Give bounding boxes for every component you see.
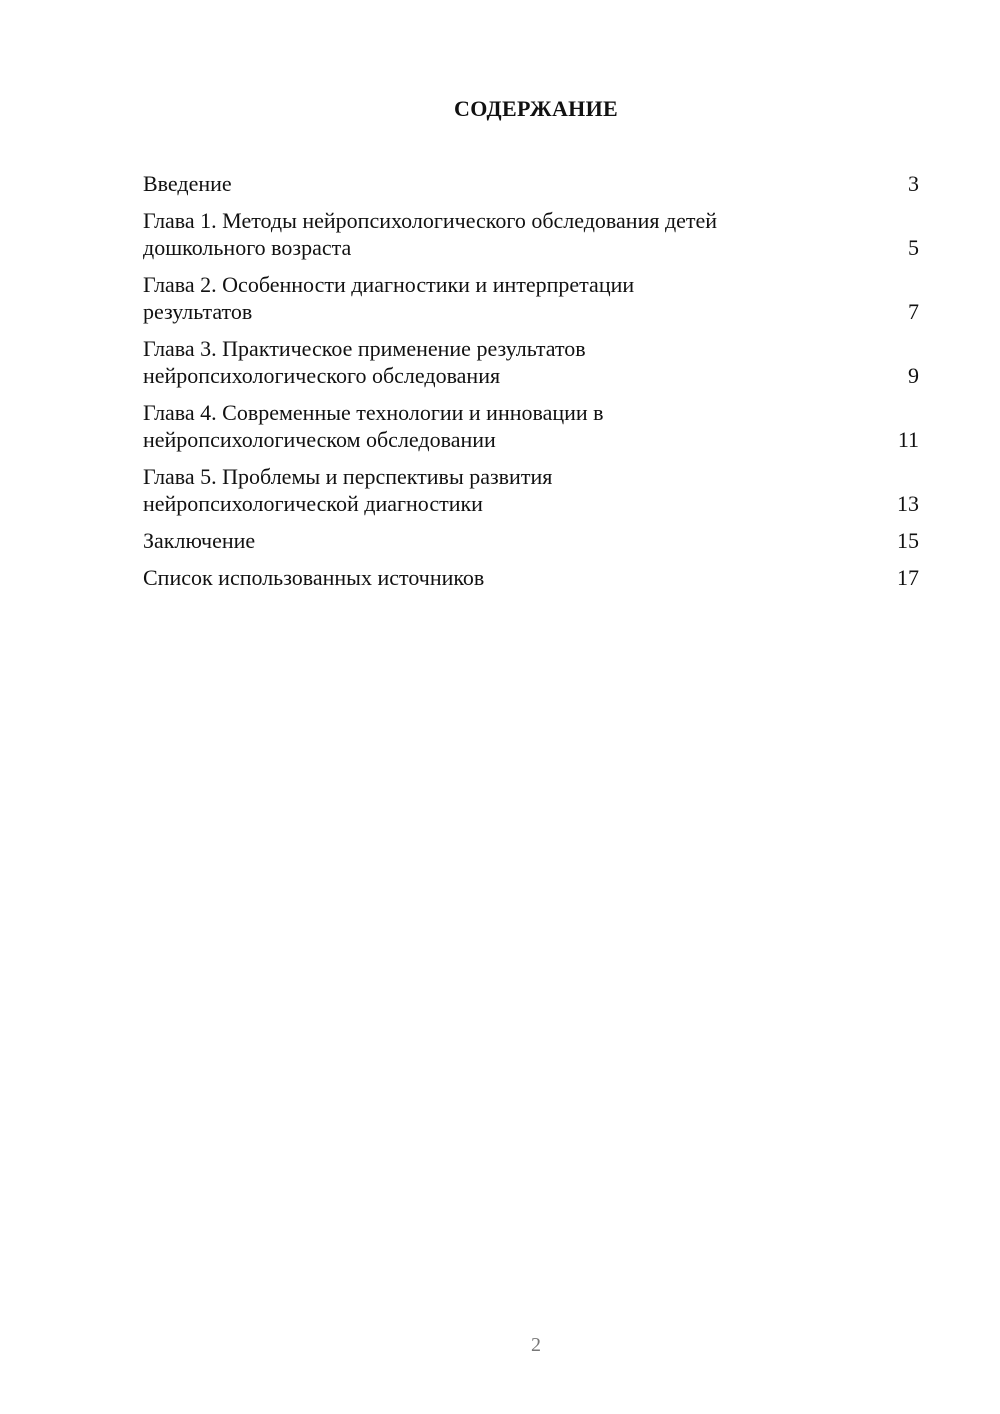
toc-entry-text: Заключение [143,528,256,553]
toc-entry-chapter-3 [143,335,919,389]
page-number: 2 [531,1334,541,1356]
toc-entry-chapter-4 [143,399,919,453]
toc-entry-text: Глава 4. Современные технологии и инновации в нейропсихологическом обследовании [143,400,604,452]
toc-entry-page: 17 [897,565,919,590]
toc-entry-text: Введение [143,171,232,196]
toc-entry-text: Глава 5. Проблемы и перспективы развития нейропсихологической диагностики [143,464,553,516]
toc-entry-introduction [143,170,919,197]
toc-entry-page: 9 [908,363,919,388]
toc-entry-references [143,564,919,591]
toc-title: СОДЕРЖАНИЕ [454,96,618,121]
toc-entry-chapter-2 [143,271,919,325]
toc-entry-page: 5 [908,235,919,260]
toc-entry-page: 3 [908,171,919,196]
toc-entry-page: 11 [897,427,919,452]
toc-entry-text: Глава 1. Методы нейропсихологического обследования детей дошкольного возраста [143,208,718,260]
toc-entry-chapter-5 [143,463,919,517]
toc-entry-page: 15 [897,528,919,553]
toc-entry-text: Список использованных источников [143,565,485,590]
toc-entry-page: 13 [897,491,919,516]
table-of-contents [143,170,919,601]
toc-entry-conclusion [143,527,919,554]
toc-entry-chapter-1 [143,207,919,261]
toc-entry-text: Глава 2. Особенности диагностики и интерпретации результатов [143,272,635,324]
toc-entry-page: 7 [908,299,919,324]
toc-entry-text: Глава 3. Практическое применение результатов нейропсихологического обследования [143,336,586,388]
